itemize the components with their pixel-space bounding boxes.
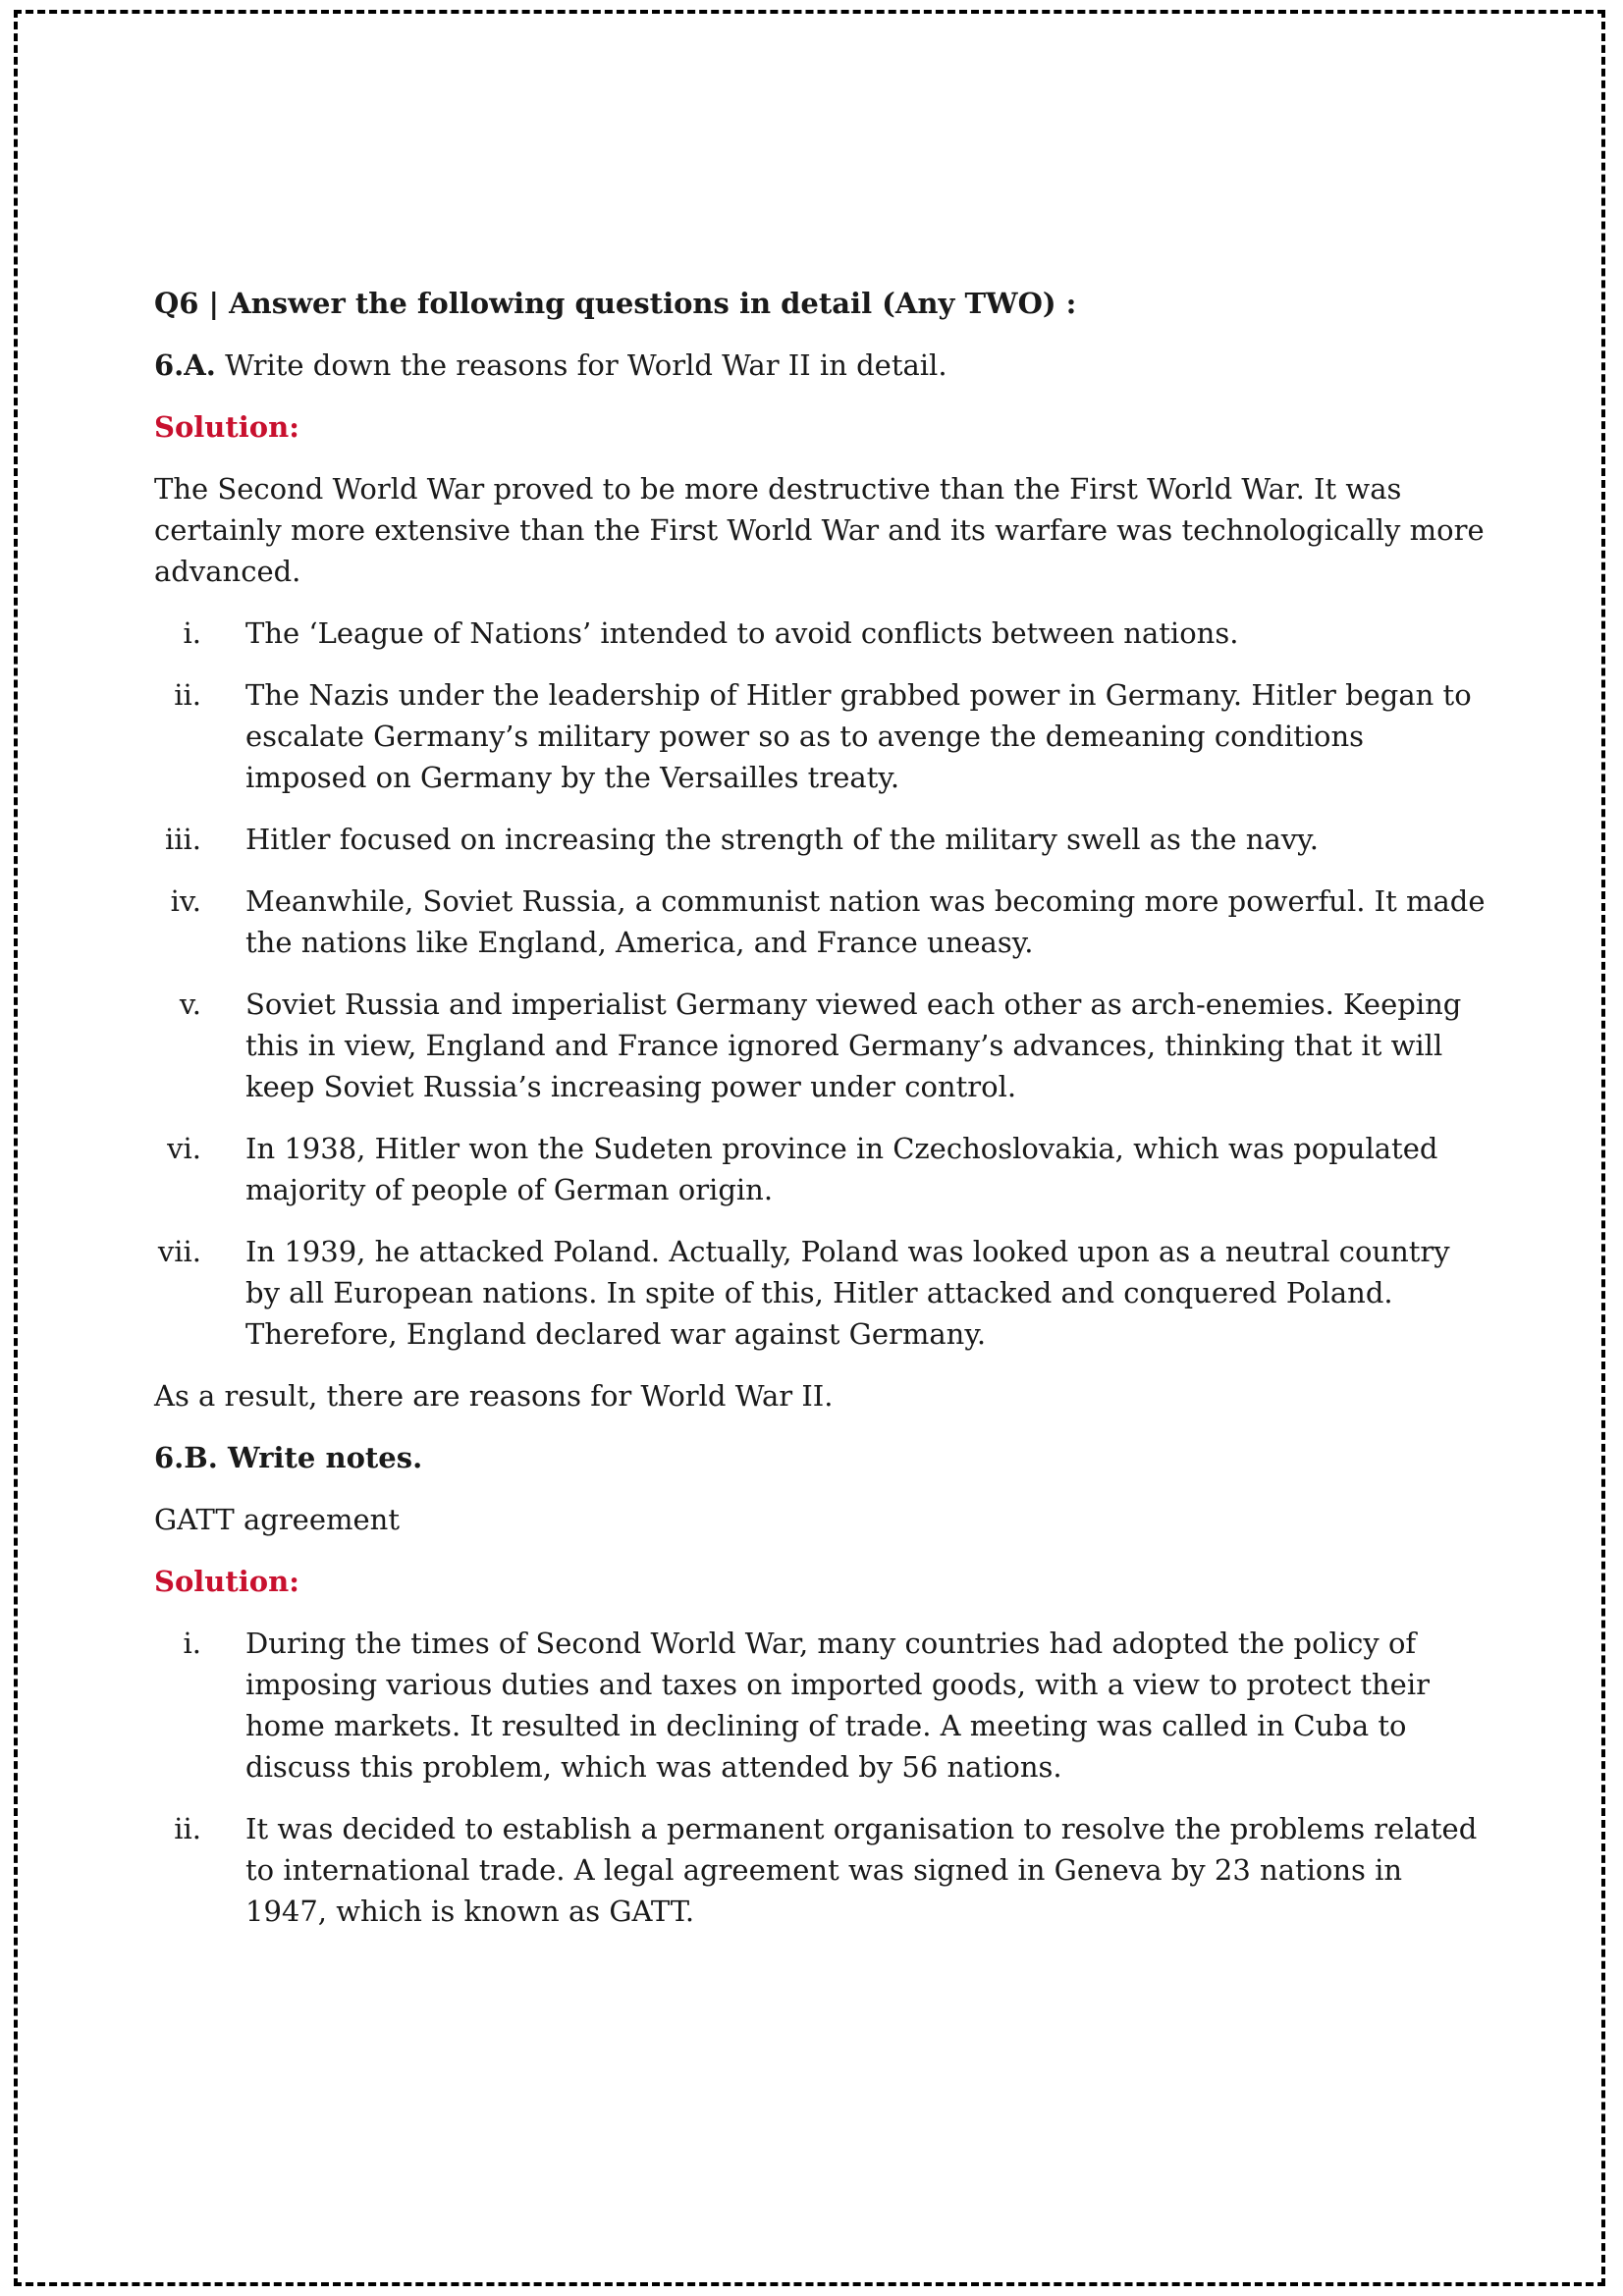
part-b-heading: 6.B. Write notes.: [154, 1441, 423, 1474]
list-marker: iv.: [170, 884, 201, 918]
part-a-reasons-list: [154, 613, 1489, 1355]
list-item-text: Soviet Russia and imperialist Germany viewed each other as arch-enemies. Keeping this in view, England and France ignored Germany’s advances, thinking that it will keep Soviet Russia’s increasing power under control.: [245, 988, 1462, 1103]
list-marker: vii.: [157, 1235, 201, 1268]
list-item: [154, 881, 1489, 963]
list-item: [154, 1808, 1489, 1932]
list-marker: i.: [183, 1627, 201, 1660]
part-a-solution-label: Solution:: [154, 410, 299, 444]
list-item-text: Meanwhile, Soviet Russia, a communist nation was becoming more powerful. It made the nations like England, America, and France uneasy.: [245, 884, 1486, 959]
list-item-text: In 1938, Hitler won the Sudeten province in Czechoslovakia, which was populated majority of people of German origin.: [245, 1132, 1438, 1206]
list-marker: vi.: [167, 1132, 201, 1165]
list-marker: v.: [179, 988, 201, 1021]
part-a-label: 6.A.: [154, 348, 216, 382]
part-b-topic: GATT agreement: [154, 1503, 400, 1536]
list-item: [154, 674, 1489, 798]
list-marker: ii.: [174, 678, 201, 712]
list-item: [154, 819, 1489, 860]
list-item-text: During the times of Second World War, many countries had adopted the policy of imposing various duties and taxes on imported goods, with a view to protect their home markets. It resulted in declining of trade. A meeting was called in Cuba to discuss this problem, which was attended by 56 nations.: [245, 1627, 1430, 1784]
list-item: [154, 984, 1489, 1107]
part-a-conclusion: As a result, there are reasons for World War II.: [154, 1379, 834, 1413]
list-item-text: The ‘League of Nations’ intended to avoid conflicts between nations.: [245, 616, 1239, 650]
document-body: [154, 283, 1489, 1952]
list-item-text: It was decided to establish a permanent organisation to resolve the problems related to international trade. A legal agreement was signed in Geneva by 23 nations in 1947, which is known as GATT.: [245, 1812, 1478, 1928]
list-item-text: In 1939, he attacked Poland. Actually, Poland was looked upon as a neutral country by all European nations. In spite of this, Hitler attacked and conquered Poland. Therefore, England declared war against Germany.: [245, 1235, 1450, 1351]
part-b-solution-label: Solution:: [154, 1565, 299, 1598]
list-item: [154, 613, 1489, 654]
list-marker: ii.: [174, 1812, 201, 1845]
list-item-text: The Nazis under the leadership of Hitler grabbed power in Germany. Hitler began to escalate Germany’s military power so as to avenge the demeaning conditions imposed on Germany by the Versailles treaty.: [245, 678, 1472, 794]
list-item-text: Hitler focused on increasing the strength of the military swell as the navy.: [245, 823, 1319, 856]
list-item: [154, 1231, 1489, 1355]
part-a-question: [154, 345, 1489, 386]
part-b-notes-list: [154, 1623, 1489, 1932]
list-item: [154, 1128, 1489, 1210]
part-a-question-text: Write down the reasons for World War II in detail.: [225, 348, 947, 382]
list-marker: iii.: [164, 823, 201, 856]
list-item: [154, 1623, 1489, 1788]
list-marker: i.: [183, 616, 201, 650]
question-heading: Q6 | Answer the following questions in detail (Any TWO) :: [154, 287, 1077, 320]
part-a-intro: The Second World War proved to be more destructive than the First World War. It was certainly more extensive than the First World War and its warfare was technologically more advanced.: [154, 472, 1485, 588]
